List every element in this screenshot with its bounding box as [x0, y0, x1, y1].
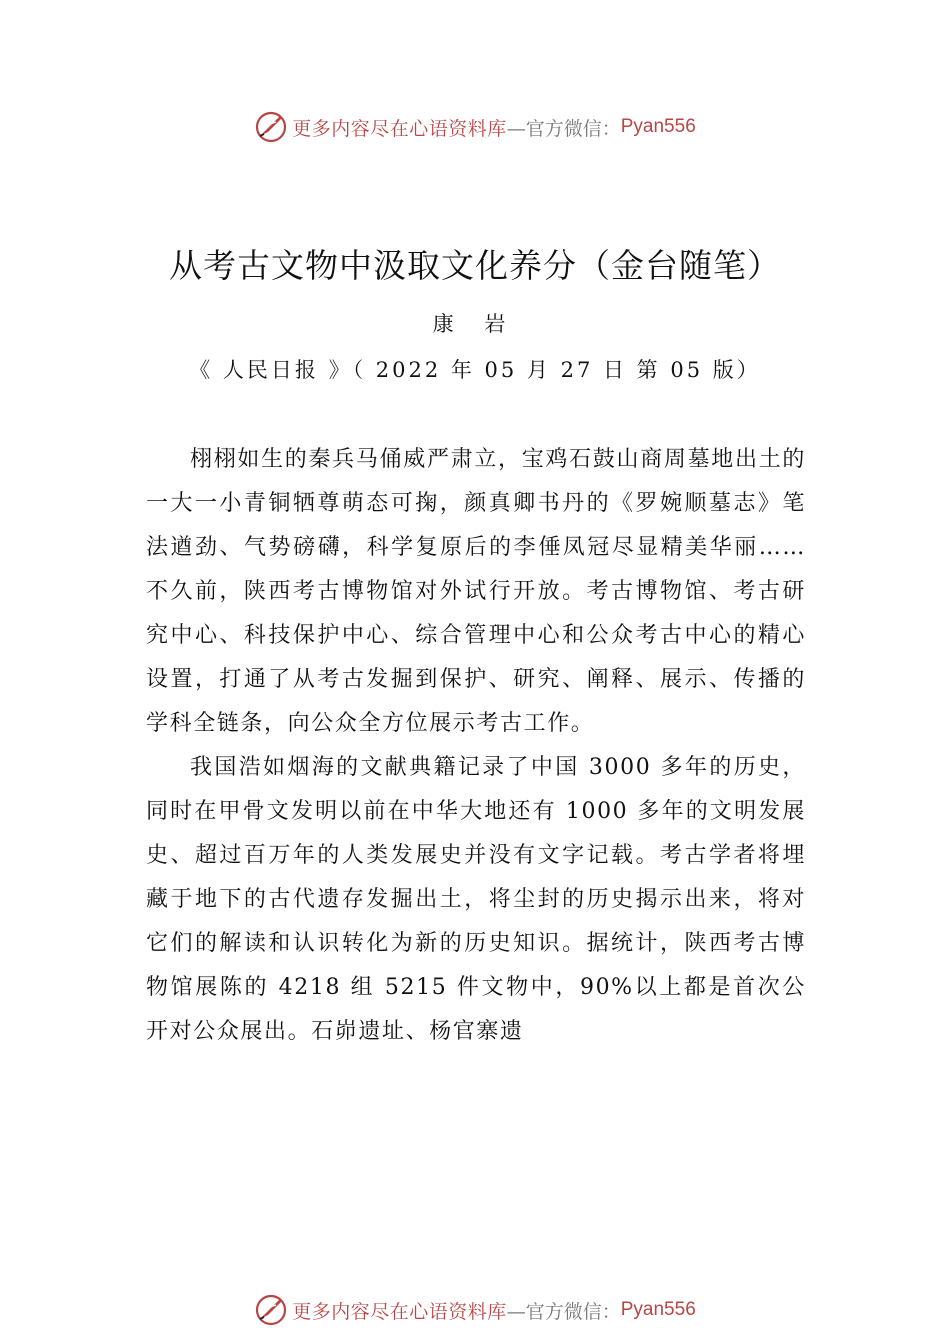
article-title: 从考古文物中汲取文化养分（金台随笔） [169, 246, 781, 285]
quill-pen-icon [254, 1293, 288, 1327]
banner-promo-text: 更多内容尽在心语资料库 [292, 1300, 507, 1323]
article-author: 康 岩 [432, 312, 518, 336]
article-body [146, 438, 806, 1054]
banner-promo-text: 更多内容尽在心语资料库 [292, 117, 507, 140]
banner-wechat-handle: Pyan556 [620, 1299, 696, 1320]
article-source: 《 人民日报 》（ 2022 年 05 月 27 日 第 05 版） [189, 358, 761, 382]
body-paragraph-1: 栩栩如生的秦兵马俑威严肃立，宝鸡石鼓山商周墓地出土的一大一小青铜牺尊萌态可掬，颜真卿书丹的《罗婉顺墓志》笔法遒劲、气势磅礴，科学复原后的李倕凤冠尽显精美华丽……不久前，陕西考古博物馆对外试行开放。考古博物馆、考古研究中心、科技保护中心、综合管理中心和公众考古中心的精心设置，打通了从考古发掘到保护、研究、阐释、展示、传播的学科全链条，向公众全方位展示考古工作。 [146, 447, 806, 736]
banner-separator: —官方微信： [506, 117, 621, 140]
banner-separator: —官方微信： [506, 1300, 621, 1323]
quill-pen-icon [254, 110, 288, 144]
header-watermark-banner [0, 107, 950, 147]
footer-watermark-banner [0, 1290, 950, 1330]
body-paragraph-2: 我国浩如烟海的文献典籍记录了中国 3000 多年的历史，同时在甲骨文发明以前在中华大地还有 1000 多年的文明发展史、超过百万年的人类发展史并没有文字记载。考古学者将埋藏于地下的古代遗存发掘出土，将尘封的历史揭示出来，将对它们的解读和认识转化为新的历史知识。据统计，陕西考古博物馆展陈的 4218 组 5215 件文物中，90%以上都是首次公开对公众展出。石峁遗址、杨官寨遗 [146, 755, 806, 1044]
banner-wechat-handle: Pyan556 [620, 116, 696, 137]
